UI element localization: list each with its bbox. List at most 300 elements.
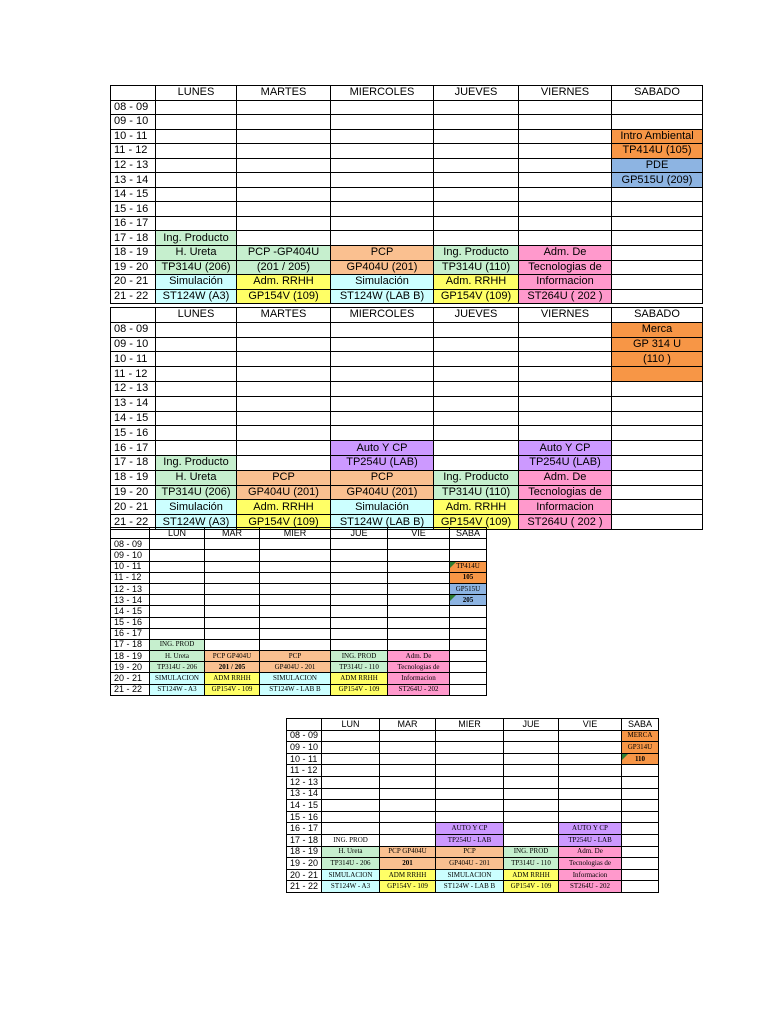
empty-cell [434,396,519,411]
class-cell: Intro Ambiental [612,129,703,144]
table-row [111,426,703,441]
time-slot: 13 - 14 [111,396,156,411]
class-cell: ST264U ( 202 ) [519,289,612,304]
class-cell: TP314U (110) [434,260,519,275]
class-cell: ING. PROD [504,846,559,858]
empty-cell [434,129,519,144]
schedule-table-2 [110,307,703,530]
empty-cell [519,187,612,202]
class-cell: ST124W (LAB B) [331,289,434,304]
empty-cell [612,485,703,500]
class-cell: GP404U - 201 [436,858,504,870]
empty-cell [331,539,388,550]
class-cell: ST124W (A3) [156,289,237,304]
day-header: VIE [559,719,622,731]
table-row [111,455,703,470]
time-slot: 21 - 22 [287,881,322,893]
time-slot: 12 - 13 [287,776,322,788]
day-header: VIERNES [519,86,612,101]
time-slot: 14 - 15 [287,800,322,812]
time-slot: 14 - 15 [111,187,156,202]
table-row [111,561,487,572]
empty-cell [436,753,504,765]
empty-cell [331,216,434,231]
empty-cell [380,788,436,800]
time-slot: 08 - 09 [111,100,156,115]
table-row [111,684,487,695]
class-cell: PCP GP404U [205,651,260,662]
class-cell: ADM RRHH [504,869,559,881]
empty-cell [331,606,388,617]
empty-cell [331,100,434,115]
empty-cell [612,441,703,456]
empty-cell [380,753,436,765]
class-cell: Tecnologias de [519,485,612,500]
empty-cell [559,776,622,788]
class-cell: Ing. Producto [156,455,237,470]
empty-cell [260,572,331,583]
class-cell: Informacion [519,275,612,290]
empty-cell [612,455,703,470]
empty-cell [205,561,260,572]
time-slot: 19 - 20 [287,858,322,870]
empty-cell [237,187,331,202]
table-row [111,651,487,662]
empty-cell [559,753,622,765]
class-cell: TP314U - 206 [150,662,205,673]
empty-cell [504,742,559,754]
time-slot: 18 - 19 [111,246,156,261]
day-header: SABADO [612,308,703,323]
class-cell: PCP [260,651,331,662]
empty-cell [380,823,436,835]
table-row [111,100,703,115]
table-row [111,129,703,144]
empty-cell [205,550,260,561]
empty-cell [156,352,237,367]
table-row [287,730,659,742]
class-cell: Adm. De [519,246,612,261]
empty-cell [504,765,559,777]
class-cell: Adm. RRHH [237,275,331,290]
table-row [111,187,703,202]
table-row [111,411,703,426]
time-slot: 11 - 12 [111,367,156,382]
class-cell: Simulación [156,275,237,290]
empty-cell [622,846,659,858]
class-cell: Ing. Producto [434,246,519,261]
class-cell: TP254U - LAB [559,834,622,846]
empty-cell [331,595,388,606]
table-row [111,673,487,684]
class-cell: Tecnologias de [559,858,622,870]
table-row [287,800,659,812]
class-cell [612,367,703,382]
class-cell: H. Ureta [156,246,237,261]
empty-cell [205,583,260,594]
day-header: JUEVES [434,86,519,101]
empty-cell [150,572,205,583]
day-header: VIE [388,528,450,539]
empty-cell [612,216,703,231]
day-header: LUN [322,719,380,731]
class-cell: PCP [331,470,434,485]
table-row [111,352,703,367]
empty-cell [519,115,612,130]
time-slot: 10 - 11 [111,561,150,572]
empty-cell [331,572,388,583]
class-cell: Simulación [331,500,434,515]
empty-cell [150,617,205,628]
table-row [111,662,487,673]
table-row [111,158,703,173]
table-row [287,846,659,858]
empty-cell [612,515,703,530]
time-slot: 15 - 16 [111,426,156,441]
time-slot: 08 - 09 [111,539,150,550]
class-cell: ADM RRHH [380,869,436,881]
class-cell: ST124W - A3 [322,881,380,893]
empty-cell [388,539,450,550]
empty-cell [331,561,388,572]
empty-cell [260,583,331,594]
class-cell: TP314U (206) [156,485,237,500]
empty-cell [612,231,703,246]
class-cell: GP154V (109) [434,515,519,530]
table-row [111,367,703,382]
empty-cell [450,628,487,639]
class-cell: H. Ureta [322,846,380,858]
day-header: MARTES [237,86,331,101]
empty-cell [237,352,331,367]
time-slot: 15 - 16 [111,617,150,628]
empty-cell [331,628,388,639]
empty-cell [612,115,703,130]
empty-cell [331,550,388,561]
table-row [111,144,703,159]
empty-cell [450,606,487,617]
empty-cell [380,811,436,823]
empty-cell [260,539,331,550]
table-row [287,858,659,870]
empty-cell [388,572,450,583]
empty-cell [322,800,380,812]
empty-cell [434,216,519,231]
class-cell: Simulación [331,275,434,290]
empty-cell [205,628,260,639]
empty-cell [504,800,559,812]
empty-cell [237,381,331,396]
class-cell: AUTO Y CP [559,823,622,835]
table-row [111,539,487,550]
empty-cell [434,100,519,115]
table-row [111,246,703,261]
empty-cell [156,115,237,130]
class-cell: ST124W - LAB B [260,684,331,695]
empty-cell [260,561,331,572]
empty-cell [237,396,331,411]
empty-cell [612,260,703,275]
class-cell: TP254U - LAB [436,834,504,846]
empty-cell [331,115,434,130]
class-cell: ING. PROD [322,834,380,846]
empty-cell [237,337,331,352]
class-cell: ST264U - 202 [388,684,450,695]
empty-cell [331,158,434,173]
empty-cell [504,788,559,800]
table-row [111,639,487,650]
time-slot: 14 - 15 [111,411,156,426]
empty-cell [150,550,205,561]
time-slot: 09 - 10 [111,337,156,352]
empty-cell [331,639,388,650]
empty-cell [331,352,434,367]
empty-cell [450,550,487,561]
class-cell: GP515U [450,583,487,594]
empty-cell [331,231,434,246]
empty-cell [331,617,388,628]
table-row [111,289,703,304]
empty-cell [156,158,237,173]
empty-cell [388,561,450,572]
class-cell: GP515U (209) [612,173,703,188]
class-cell: TP314U - 110 [331,662,388,673]
corner-cell [111,86,156,101]
empty-cell [331,426,434,441]
empty-cell [559,742,622,754]
class-cell: ADM RRHH [205,673,260,684]
empty-cell [380,765,436,777]
class-cell: Adm. De [388,651,450,662]
class-cell: TP414U (105) [612,144,703,159]
class-cell: TP314U - 206 [322,858,380,870]
empty-cell [519,158,612,173]
time-slot: 08 - 09 [111,322,156,337]
empty-cell [434,455,519,470]
class-cell: Simulación [156,500,237,515]
class-cell: Ing. Producto [434,470,519,485]
empty-cell [612,202,703,217]
time-slot: 18 - 19 [111,651,150,662]
table-row [287,788,659,800]
class-cell: Adm. RRHH [434,275,519,290]
time-slot: 13 - 14 [111,595,150,606]
empty-cell [612,500,703,515]
class-cell: GP154V - 109 [380,881,436,893]
class-cell: Adm. RRHH [237,500,331,515]
time-slot: 17 - 18 [287,834,322,846]
time-slot: 11 - 12 [111,144,156,159]
empty-cell [519,202,612,217]
empty-cell [519,367,612,382]
empty-cell [519,396,612,411]
empty-cell [237,455,331,470]
day-header: LUN [150,528,205,539]
time-slot: 16 - 17 [111,441,156,456]
table-row [287,811,659,823]
empty-cell [322,753,380,765]
empty-cell [205,639,260,650]
corner-cell [287,719,322,731]
time-slot: 20 - 21 [287,869,322,881]
table-row [111,275,703,290]
class-cell: GP404U - 201 [260,662,331,673]
empty-cell [331,381,434,396]
empty-cell [612,100,703,115]
empty-cell [519,100,612,115]
empty-cell [612,396,703,411]
table-row [287,834,659,846]
corner-cell [111,308,156,323]
empty-cell [450,617,487,628]
class-cell: (201 / 205) [237,260,331,275]
time-slot: 13 - 14 [287,788,322,800]
class-cell: Auto Y CP [519,441,612,456]
table-row [111,381,703,396]
time-slot: 13 - 14 [111,173,156,188]
class-cell: GP154V - 109 [205,684,260,695]
class-cell: AUTO Y CP [436,823,504,835]
day-header: SABA [450,528,487,539]
empty-cell [519,411,612,426]
table-row [111,550,487,561]
empty-cell [156,322,237,337]
table-row [111,115,703,130]
class-cell: MERCA [622,730,659,742]
time-slot: 08 - 09 [287,730,322,742]
day-header: JUEVES [434,308,519,323]
empty-cell [156,173,237,188]
empty-cell [156,441,237,456]
empty-cell [156,426,237,441]
day-header: JUE [331,528,388,539]
day-header: LUNES [156,308,237,323]
empty-cell [434,441,519,456]
class-cell: TP254U (LAB) [331,455,434,470]
time-slot: 21 - 22 [111,515,156,530]
table-row [287,753,659,765]
class-cell: Informacion [519,500,612,515]
empty-cell [205,606,260,617]
time-slot: 11 - 12 [111,572,150,583]
class-cell: GP154V (109) [434,289,519,304]
class-cell: 105 [450,572,487,583]
empty-cell [331,144,434,159]
table-row [111,322,703,337]
class-cell: ST124W - A3 [150,684,205,695]
class-cell: Adm. RRHH [434,500,519,515]
time-slot: 10 - 11 [111,129,156,144]
empty-cell [237,216,331,231]
time-slot: 14 - 15 [111,606,150,617]
time-slot: 16 - 17 [287,823,322,835]
empty-cell [331,337,434,352]
empty-cell [150,583,205,594]
time-slot: 09 - 10 [287,742,322,754]
day-header: MIER [436,719,504,731]
empty-cell [380,730,436,742]
empty-cell [436,800,504,812]
day-header: JUE [504,719,559,731]
empty-cell [434,231,519,246]
empty-cell [519,352,612,367]
empty-cell [331,129,434,144]
class-cell: TP314U (110) [434,485,519,500]
empty-cell [237,202,331,217]
header-row [287,719,659,731]
empty-cell [519,216,612,231]
class-cell: Informacion [559,869,622,881]
table-row [111,595,487,606]
empty-cell [156,144,237,159]
class-cell: (110 ) [612,352,703,367]
empty-cell [436,776,504,788]
table-row [111,606,487,617]
empty-cell [156,129,237,144]
empty-cell [434,187,519,202]
empty-cell [322,742,380,754]
class-cell: SIMULACION [260,673,331,684]
empty-cell [380,776,436,788]
empty-cell [388,606,450,617]
empty-cell [434,158,519,173]
table-row [111,216,703,231]
schedule-table-4 [286,718,659,893]
time-slot: 17 - 18 [111,639,150,650]
schedule-table-1 [110,85,703,304]
class-cell: Informacion [388,673,450,684]
class-cell: Adm. De [519,470,612,485]
time-slot: 17 - 18 [111,455,156,470]
empty-cell [237,441,331,456]
day-header: MARTES [237,308,331,323]
class-cell: ST264U - 202 [559,881,622,893]
empty-cell [388,583,450,594]
empty-cell [612,411,703,426]
empty-cell [504,823,559,835]
empty-cell [622,800,659,812]
empty-cell [380,742,436,754]
empty-cell [331,187,434,202]
class-cell: ING. PROD [150,639,205,650]
time-slot: 16 - 17 [111,216,156,231]
empty-cell [434,115,519,130]
table-row [287,742,659,754]
class-cell: 201 [380,858,436,870]
empty-cell [519,173,612,188]
class-cell: ST124W - LAB B [436,881,504,893]
class-cell: SIMULACION [150,673,205,684]
table-row [111,260,703,275]
class-cell: GP404U (201) [331,485,434,500]
class-cell: GP 314 U [612,337,703,352]
table-row [287,776,659,788]
empty-cell [622,811,659,823]
empty-cell [622,834,659,846]
class-cell: PCP [237,470,331,485]
table-row [287,765,659,777]
time-slot: 09 - 10 [111,550,150,561]
empty-cell [434,381,519,396]
empty-cell [612,289,703,304]
empty-cell [436,811,504,823]
empty-cell [322,823,380,835]
empty-cell [322,788,380,800]
empty-cell [622,765,659,777]
empty-cell [331,367,434,382]
time-slot: 20 - 21 [111,275,156,290]
empty-cell [237,367,331,382]
